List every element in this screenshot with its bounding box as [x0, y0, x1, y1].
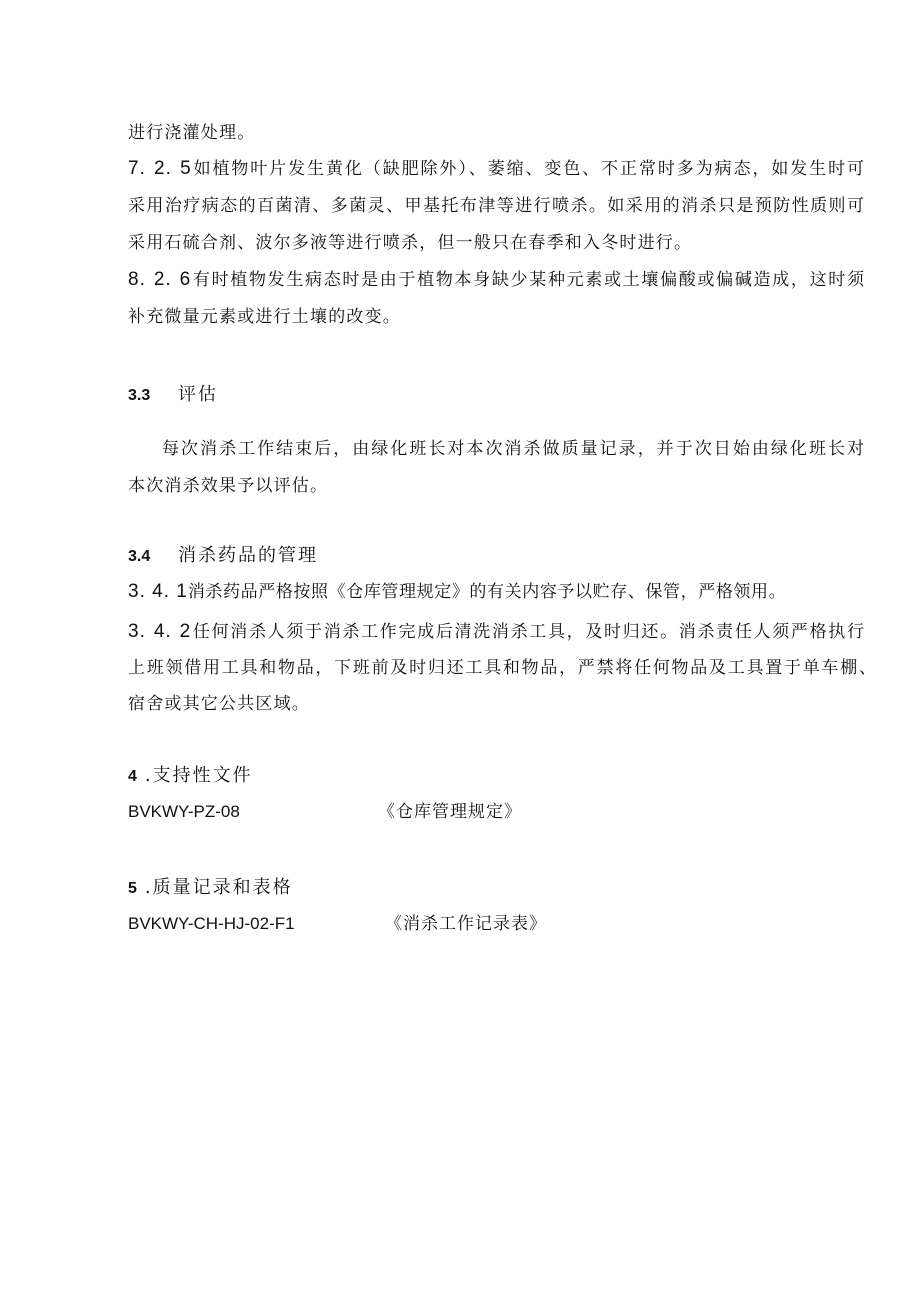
document-title: 《仓库管理规定》	[378, 802, 522, 822]
section-title: .支持性文件	[144, 765, 253, 786]
section-title: 评估	[178, 384, 218, 405]
item-text: 如植物叶片发生黄化（缺肥除外）、萎缩、变色、不正常时多为病态，如发生时可	[191, 159, 865, 179]
section-3-4-item-2-line-1	[128, 620, 864, 644]
section-3-4-item-2-line-2: 上班领借用工具和物品，下班前及时归还工具和物品，严禁将任何物品及工具置于单车棚、	[128, 658, 876, 678]
section-5-heading	[128, 875, 293, 902]
section-3-3-heading	[128, 382, 218, 409]
section-3-4-item-1	[128, 580, 786, 604]
item-7-2-5-line-1	[128, 157, 864, 181]
document-code: BVKWY-PZ-08	[128, 802, 240, 821]
record-title: 《消杀工作记录表》	[385, 914, 547, 934]
item-8-2-6-line-2: 补充微量元素或进行土壤的改变。	[128, 307, 401, 327]
section-4-heading	[128, 763, 253, 790]
paragraph-line: 进行浇灌处理。	[128, 123, 256, 143]
item-number: 3. 4. 2	[128, 621, 192, 642]
section-number: 4	[128, 768, 137, 785]
section-3-4-item-2-line-3: 宿舍或其它公共区域。	[128, 694, 310, 714]
item-text: 消杀药品严格按照《仓库管理规定》的有关内容予以贮存、保管，严格领用。	[187, 582, 787, 602]
section-number: 5	[128, 880, 137, 897]
item-number: 7. 2. 5	[128, 158, 192, 179]
section-3-3-paragraph-line-1: 每次消杀工作结束后，由绿化班长对本次消杀做质量记录，并于次日始由绿化班长对	[162, 439, 864, 459]
section-3-4-heading	[128, 543, 318, 570]
item-text: 有时植物发生病态时是由于植物本身缺少某种元素或土壤偏酸或偏碱造成，这时须	[191, 270, 864, 290]
item-text: 任何消杀人须于消杀工作完成后清洗消杀工具，及时归还。消杀责任人须严格执行	[191, 622, 864, 642]
item-number: 3. 4. 1	[128, 581, 188, 602]
section-number: 3.4	[128, 548, 151, 565]
item-8-2-6-line-1	[128, 268, 864, 292]
item-7-2-5-line-3: 采用石硫合剂、波尔多液等进行喷杀，但一般只在春季和入冬时进行。	[128, 233, 693, 253]
item-7-2-5-line-2: 采用治疗病态的百菌清、多菌灵、甲基托布津等进行喷杀。如采用的消杀只是预防性质则可	[128, 196, 864, 216]
record-code: BVKWY-CH-HJ-02-F1	[128, 914, 295, 933]
item-number: 8. 2. 6	[128, 269, 192, 290]
section-title: 消杀药品的管理	[178, 545, 318, 566]
section-title: .质量记录和表格	[144, 877, 293, 898]
section-number: 3.3	[128, 387, 151, 404]
section-3-3-paragraph-line-2: 本次消杀效果予以评估。	[128, 476, 329, 496]
